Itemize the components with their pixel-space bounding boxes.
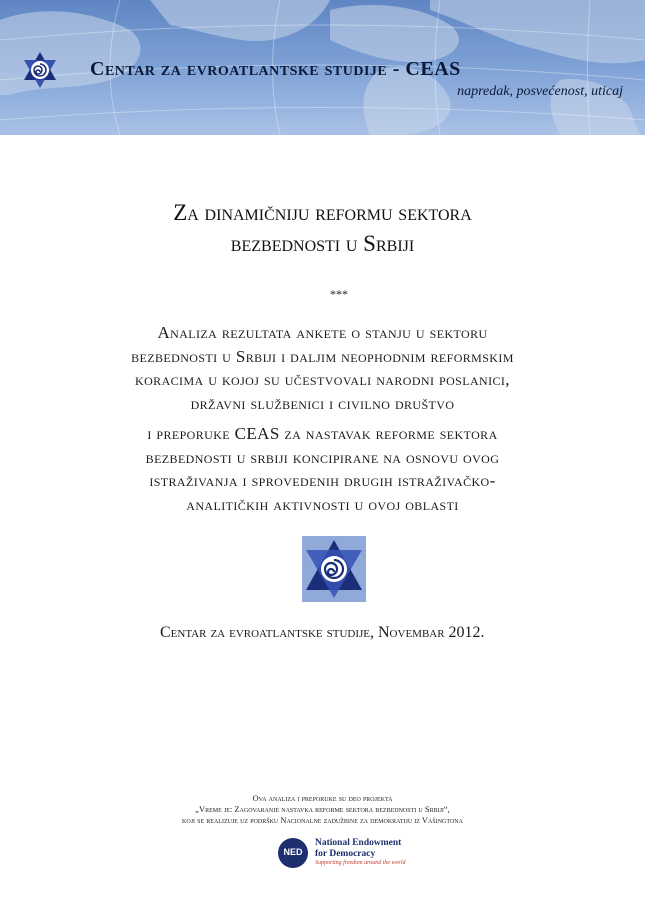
subtitle-paragraph-1 bbox=[60, 321, 585, 415]
footer-line-3: koji se realizuje uz podršku Nacionalne zadužbine za demokratiju iz Vašingtona bbox=[182, 815, 463, 825]
subtitle-line: istraživanja i sprovedenih drugih istraživačko- bbox=[149, 471, 496, 490]
subtitle-paragraph-2 bbox=[60, 422, 585, 516]
ned-name-line-1: National Endowment bbox=[315, 838, 402, 848]
ceas-emblem-icon bbox=[302, 536, 366, 602]
subtitle-line: državni službenici i civilno društvo bbox=[190, 393, 455, 413]
section-separator: *** bbox=[330, 287, 348, 301]
subtitle-line: bezbednosti u Srbiji i daljim neophodnim reformskim bbox=[131, 346, 514, 366]
subtitle-line: analitičkih aktivnosti u ovoj oblasti bbox=[186, 494, 459, 514]
subtitle-line: Analiza rezultata ankete o stanju u sektoru bbox=[157, 323, 488, 342]
subtitle-line: bezbednosti u srbiji koncipirane na osnovu ovog bbox=[145, 447, 500, 467]
organization-name: Centar za evroatlantske studije - CEAS bbox=[90, 58, 461, 80]
ned-slogan: Supporting freedom around the world bbox=[315, 860, 406, 866]
ned-logo bbox=[278, 836, 418, 870]
ceas-logo-icon bbox=[20, 50, 60, 90]
dateline: Centar za evroatlantske studije, Novembar 2012. bbox=[160, 624, 485, 641]
ned-name-line-2: for Democracy bbox=[315, 849, 376, 859]
document-title-line-2: bezbednosti u Srbiji bbox=[230, 231, 415, 256]
ned-badge-text: NED bbox=[283, 847, 303, 857]
document-title-line-1: Za dinamičniju reformu sektora bbox=[173, 200, 472, 225]
organization-tagline: napredak, posvećenost, uticaj bbox=[457, 84, 623, 99]
ned-badge-icon bbox=[278, 838, 308, 868]
footer-line-2: „Vreme je: Zagovaranje nastavka reforme sektora bezbednosti u Srbiji“, bbox=[195, 804, 450, 814]
subtitle-line: koracima u kojoj su učestvovali narodni poslanici, bbox=[135, 370, 510, 389]
header-banner bbox=[0, 0, 645, 135]
subtitle-line: i preporuke CEAS za nastavak reforme sektora bbox=[147, 424, 498, 443]
footer-line-1: Ova analiza i preporuke su deo projekta bbox=[252, 793, 393, 803]
